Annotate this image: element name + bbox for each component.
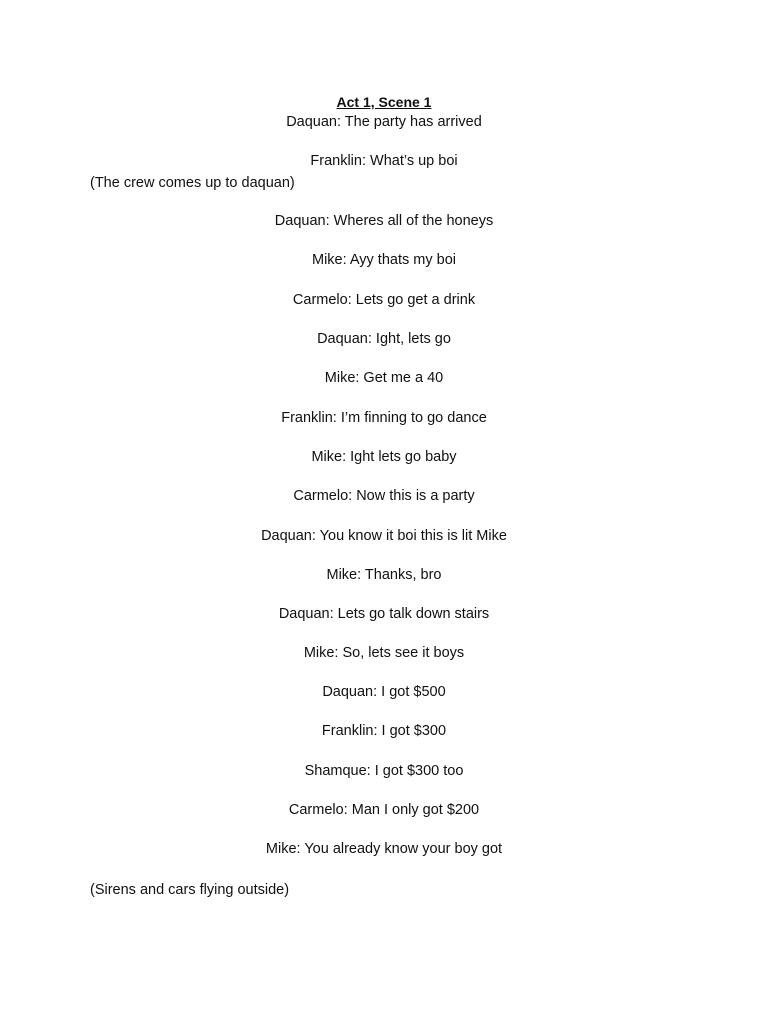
- dialogue-line: Carmelo: Now this is a party: [293, 488, 475, 504]
- stage-direction: (Sirens and cars flying outside): [90, 882, 290, 898]
- dialogue-line: Franklin: I’m finning to go dance: [281, 410, 487, 426]
- dialogue-line: Mike: Thanks, bro: [326, 567, 442, 583]
- dialogue-line: Mike: Ight lets go baby: [311, 449, 457, 465]
- dialogue-line: Mike: So, lets see it boys: [303, 645, 465, 661]
- dialogue-line: Daquan: I got $500: [322, 684, 446, 700]
- dialogue-line: Mike: Ayy thats my boi: [312, 252, 456, 268]
- dialogue-line: Mike: Get me a 40: [324, 370, 444, 386]
- dialogue-line: Daquan: Lets go talk down stairs: [278, 606, 490, 622]
- stage-direction: (The crew comes up to daquan): [90, 175, 295, 191]
- dialogue-line: Daquan: The party has arrived: [286, 114, 482, 130]
- dialogue-line: Shamque: I got $300 too: [304, 763, 464, 779]
- dialogue-line: Franklin: I got $300: [321, 723, 447, 739]
- dialogue-line: Franklin: What’s up boi: [310, 153, 458, 169]
- dialogue-line: Daquan: Ight, lets go: [317, 331, 451, 347]
- dialogue-line: Daquan: You know it boi this is lit Mike: [261, 528, 507, 544]
- dialogue-line: Mike: You already know your boy got: [265, 841, 503, 857]
- dialogue-line: Carmelo: Man I only got $200: [288, 802, 480, 818]
- dialogue-line: Daquan: Wheres all of the honeys: [274, 213, 494, 229]
- scene-title: Act 1, Scene 1: [336, 94, 432, 110]
- dialogue-line: Carmelo: Lets go get a drink: [292, 292, 476, 308]
